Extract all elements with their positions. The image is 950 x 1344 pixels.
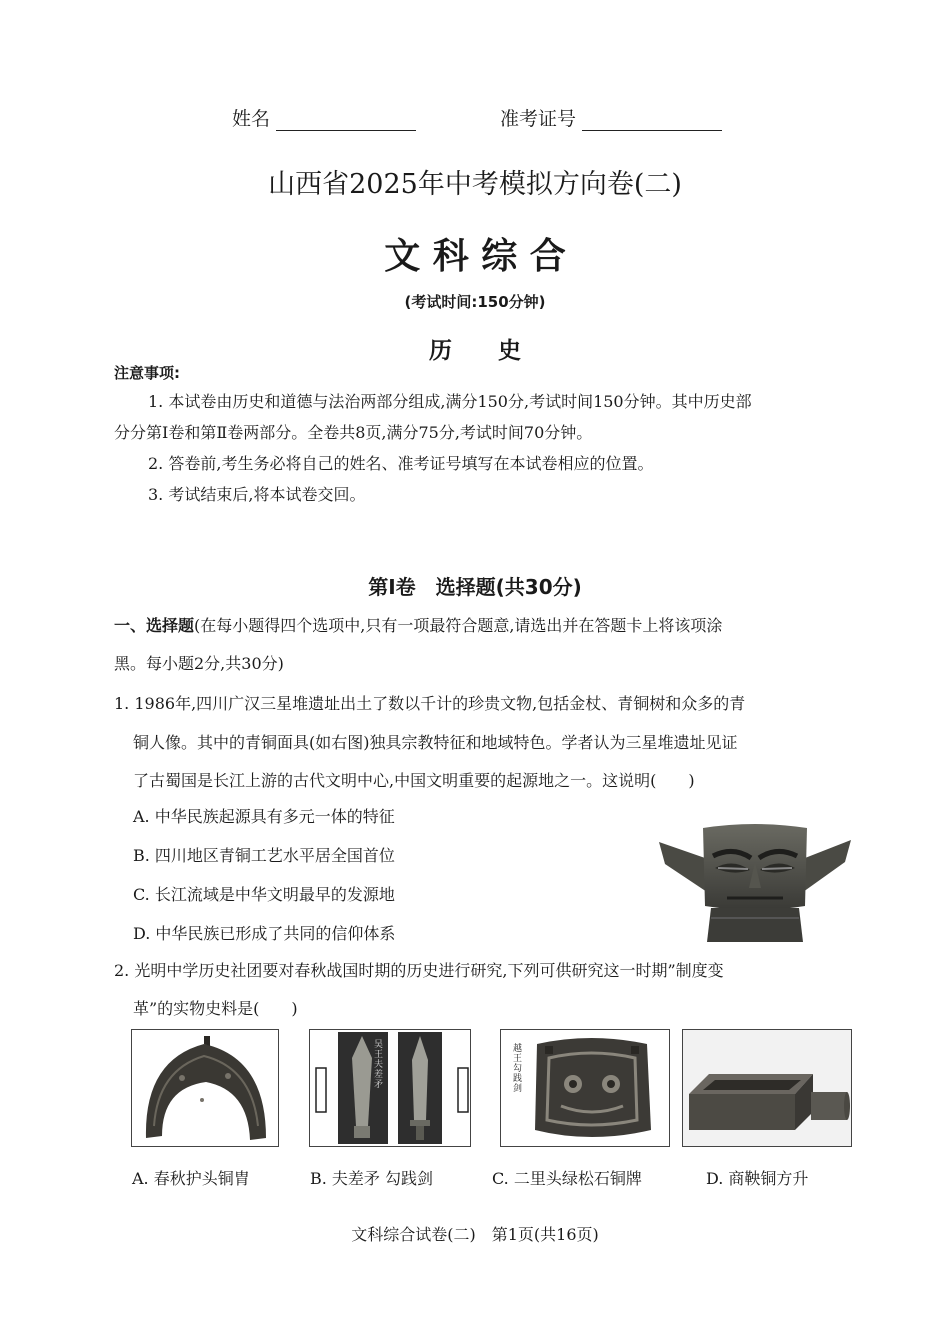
bronze-fangsheng-image	[683, 1030, 851, 1146]
notice-heading: 注意事项:	[114, 364, 180, 382]
q2-option-a[interactable]: A. 春秋护头铜胄	[132, 1169, 250, 1188]
q1-option-b[interactable]: B. 四川地区青铜工艺水平居全国首位	[133, 846, 395, 865]
sword-label: 越王勾践剑	[513, 1044, 523, 1094]
exam-id-label: 准考证号	[500, 108, 577, 130]
exam-id-blank[interactable]	[582, 110, 722, 131]
exam-id-field[interactable]	[500, 104, 722, 131]
exam-time: (考试时间:150分钟)	[404, 293, 546, 311]
q1-option-a[interactable]: A. 中华民族起源具有多元一体的特征	[133, 807, 395, 826]
notice-line: 分分第Ⅰ卷和第Ⅱ卷两部分。全卷共8页,满分75分,考试时间70分钟。	[114, 423, 593, 442]
instr-bold: 一、选择题	[114, 616, 195, 635]
page-footer: 文科综合试卷(二) 第1页(共16页)	[351, 1225, 599, 1244]
section-title: 历 史	[429, 338, 521, 364]
instr-text: (在每小题得四个选项中,只有一项最符合题意,请选出并在答题卡上将该项涂	[194, 616, 723, 635]
instr-line2: 黑。每小题2分,共30分)	[114, 654, 284, 673]
turquoise-plaque-image	[501, 1030, 669, 1146]
notice-line: 1. 本试卷由历史和道德与法治两部分组成,满分150分,考试时间150分钟。其中历史部	[148, 392, 752, 411]
q2-option-d[interactable]: D. 商鞅铜方升	[706, 1169, 809, 1188]
notice-line: 2. 答卷前,考生务必将自己的姓名、准考证号填写在本试卷相应的位置。	[148, 454, 654, 473]
name-field[interactable]	[232, 104, 416, 131]
spear-label: 吴王夫差矛	[374, 1040, 384, 1090]
bronze-mask-image	[655, 822, 855, 944]
q2-line: 革”的实物史料是( )	[133, 999, 298, 1018]
q1-line: 1. 1986年,四川广汉三星堆遗址出土了数以千计的珍贵文物,包括金杖、青铜树和众多的青	[114, 694, 746, 713]
name-blank[interactable]	[276, 110, 416, 131]
q2-image-d[interactable]	[682, 1029, 852, 1147]
bronze-helmet-image	[132, 1030, 278, 1146]
part1-instructions	[114, 616, 722, 636]
q1-option-c[interactable]: C. 长江流域是中华文明最早的发源地	[133, 885, 395, 904]
q1-line: 了古蜀国是长江上游的古代文明中心,中国文明重要的起源地之一。这说明( )	[133, 771, 695, 790]
q2-option-b[interactable]: B. 夫差矛 勾践剑	[310, 1169, 434, 1188]
q1-option-d[interactable]: D. 中华民族已形成了共同的信仰体系	[133, 924, 396, 943]
q2-option-c[interactable]: C. 二里头绿松石铜牌	[492, 1169, 642, 1188]
exam-title: 山西省2025年中考模拟方向卷(二)	[268, 169, 682, 200]
part1-heading: 第Ⅰ卷 选择题(共30分)	[368, 575, 582, 599]
name-label: 姓名	[232, 108, 271, 130]
notice-line: 3. 考试结束后,将本试卷交回。	[148, 485, 366, 504]
q1-line: 铜人像。其中的青铜面具(如右图)独具宗教特征和地域特色。学者认为三星堆遗址见证	[133, 733, 738, 752]
spear-sword-image	[310, 1030, 470, 1146]
q2-image-a[interactable]	[131, 1029, 279, 1147]
q2-line: 2. 光明中学历史社团要对春秋战国时期的历史进行研究,下列可供研究这一时期”制度变	[114, 961, 724, 980]
subject-title: 文 科 综 合	[384, 236, 566, 277]
q2-image-c[interactable]	[500, 1029, 670, 1147]
q2-image-b[interactable]	[309, 1029, 471, 1147]
